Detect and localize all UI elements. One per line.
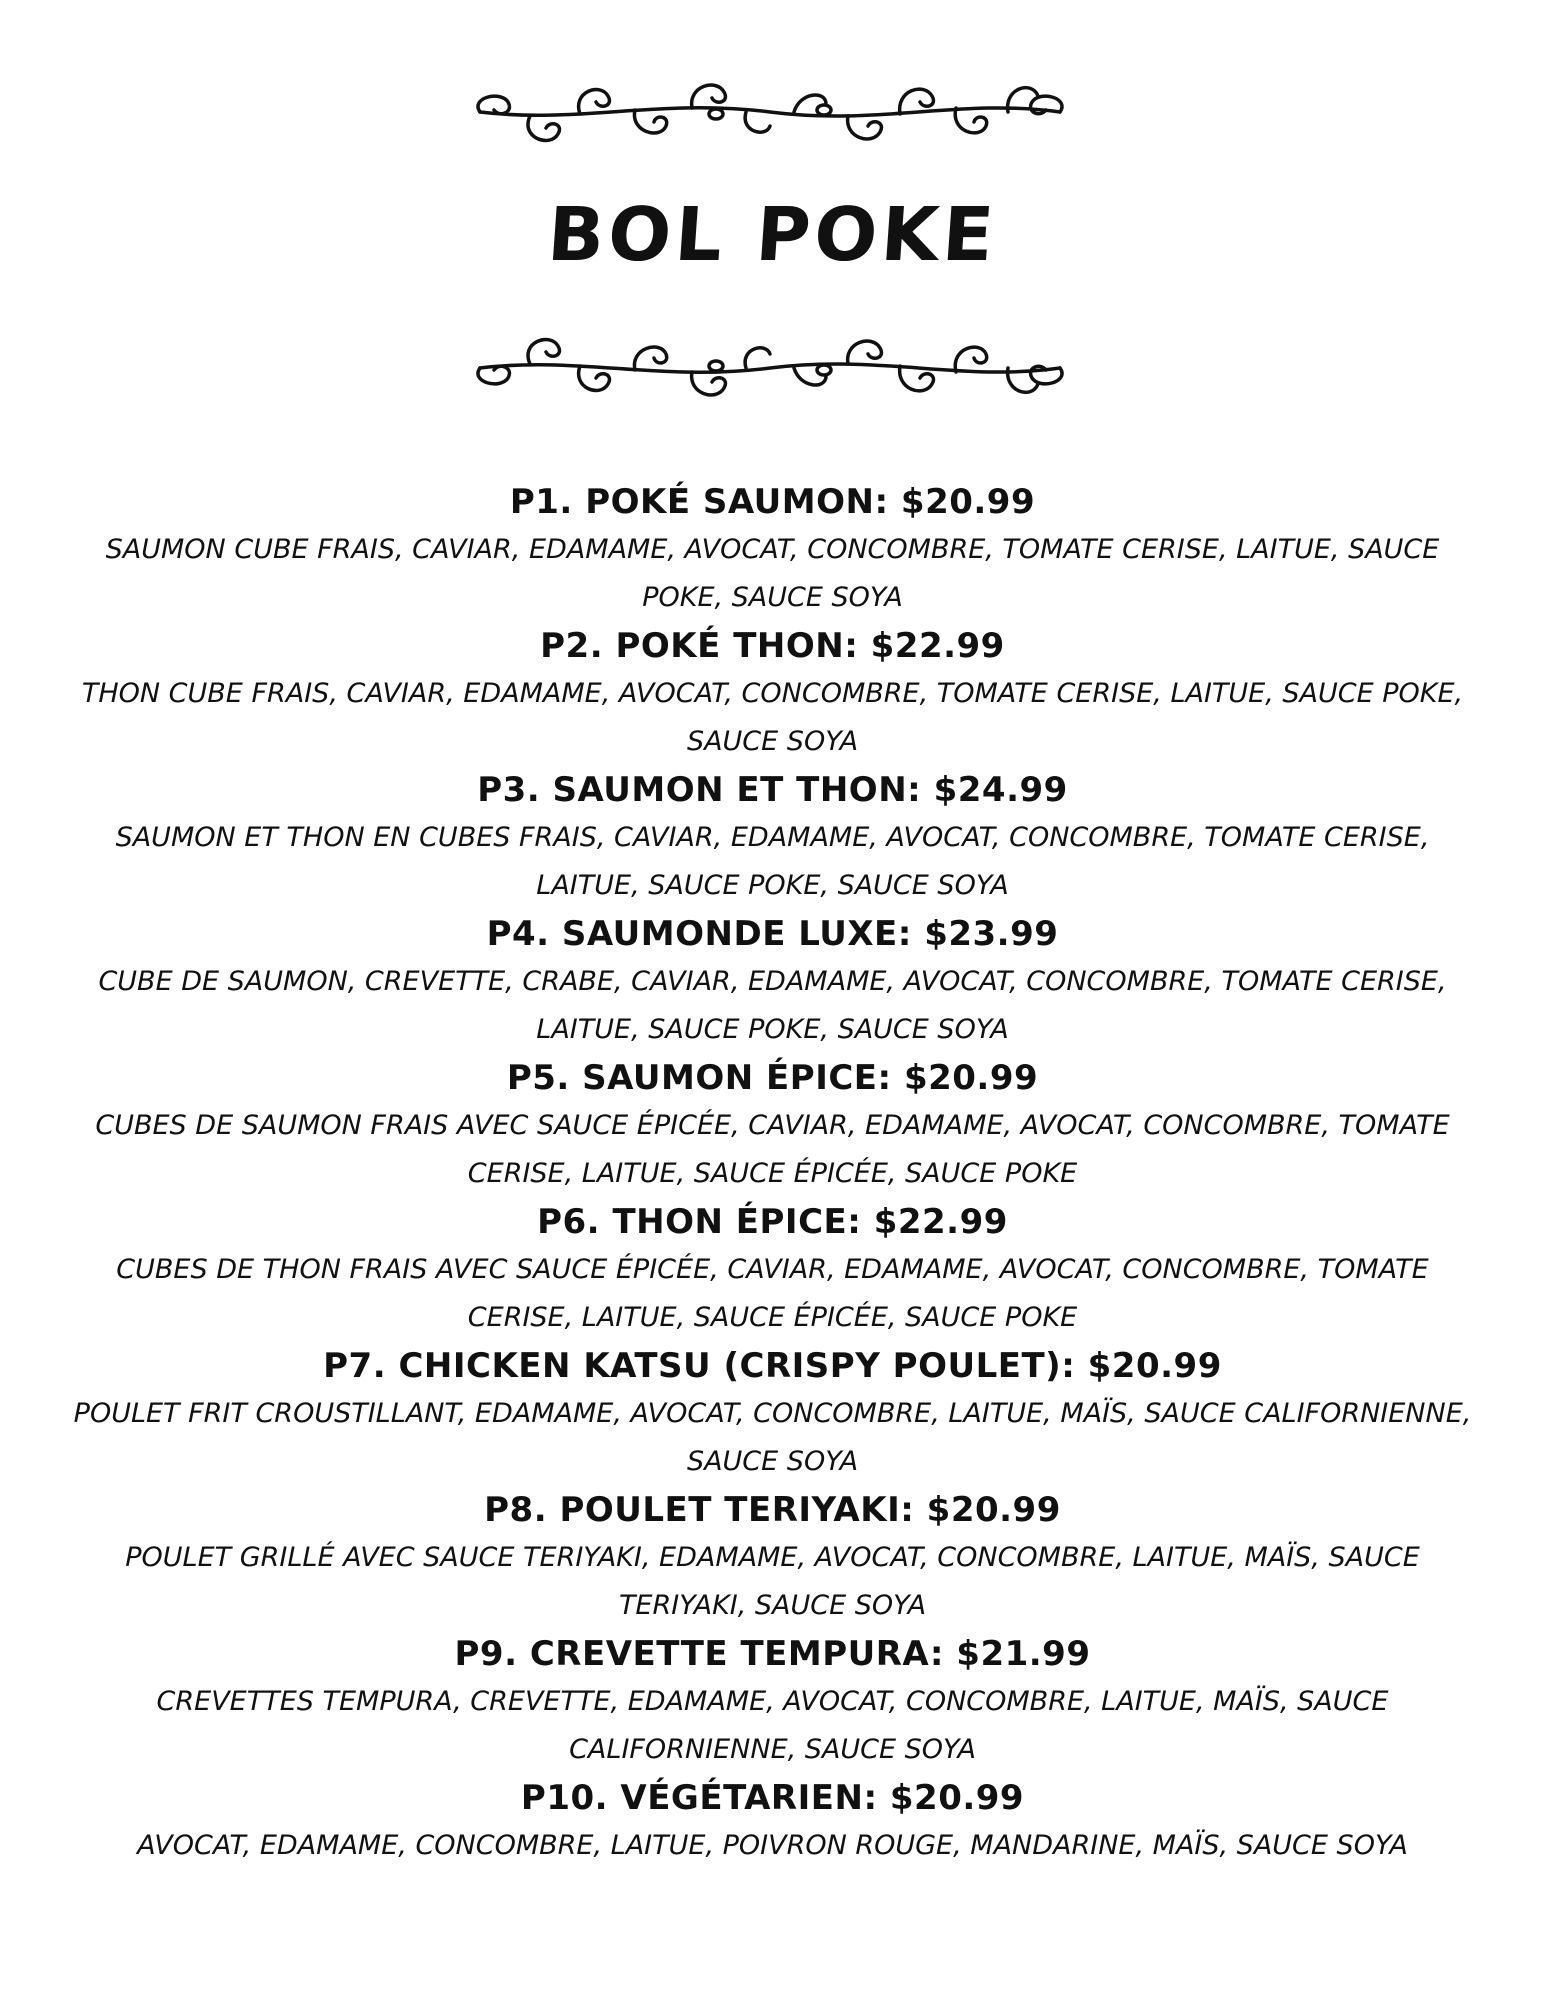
menu-item [30,766,1515,910]
menu-item-description: AVOCAT, EDAMAME, CONCOMBRE, LAITUE, POIVRON ROUGE, MANDARINE, MAÏS, SAUCE SOYA [137,1830,1408,1861]
floral-flourish-icon [460,68,1080,158]
menu-item [30,1342,1515,1486]
page-title: BOL POKE [544,192,1001,278]
menu-item-description: POULET FRIT CROUSTILLANT, EDAMAME, AVOCAT, CONCOMBRE, LAITUE, MAÏS, SAUCE CALIFORNIENNE, SAUCE SOYA [73,1398,1472,1477]
menu-item-description: SAUMON ET THON EN CUBES FRAIS, CAVIAR, EDAMAME, AVOCAT, CONCOMBRE, TOMATE CERISE, LAITUE, SAUCE POKE, SAUCE SOYA [115,822,1430,901]
menu-item-description: CUBES DE THON FRAIS AVEC SAUCE ÉPICÉE, CAVIAR, EDAMAME, AVOCAT, CONCOMBRE, TOMATE CERISE, LAITUE, SAUCE ÉPICÉE, SAUCE POKE [116,1254,1429,1333]
menu-item-description: CUBES DE SAUMON FRAIS AVEC SAUCE ÉPICÉE, CAVIAR, EDAMAME, AVOCAT, CONCOMBRE, TOMATE CERISE, LAITUE, SAUCE ÉPICÉE, SAUCE POKE [95,1110,1450,1189]
menu-item-name: P3. SAUMON ET THON: $24.99 [477,770,1068,810]
menu-item-name: P10. VÉGÉTARIEN: $20.99 [520,1778,1025,1818]
menu-item-description: POULET GRILLÉ AVEC SAUCE TERIYAKI, EDAMAME, AVOCAT, CONCOMBRE, LAITUE, MAÏS, SAUCE TERIYAKI, SAUCE SOYA [125,1542,1420,1621]
menu-item [30,1630,1515,1774]
menu-item-name: P9. CREVETTE TEMPURA: $21.99 [454,1634,1091,1674]
menu-list [30,478,1515,1870]
menu-item [30,622,1515,766]
menu-item-name: P2. POKÉ THON: $22.99 [540,626,1005,666]
menu-item-name: P7. CHICKEN KATSU (CRISPY POULET): $20.99 [323,1346,1222,1386]
floral-flourish-icon [460,322,1080,412]
menu-item-name: P5. SAUMON ÉPICE: $20.99 [506,1058,1039,1098]
menu-item-description: CREVETTES TEMPURA, CREVETTE, EDAMAME, AVOCAT, CONCOMBRE, LAITUE, MAÏS, SAUCE CALIFORNIENNE, SAUCE SOYA [156,1686,1389,1765]
menu-item-description: CUBE DE SAUMON, CREVETTE, CRABE, CAVIAR, EDAMAME, AVOCAT, CONCOMBRE, TOMATE CERISE, LAITUE, SAUCE POKE, SAUCE SOYA [98,966,1447,1045]
menu-item [30,1486,1515,1630]
menu-item-name: P6. THON ÉPICE: $22.99 [537,1202,1008,1242]
menu-item [30,1054,1515,1198]
menu-item-description: SAUMON CUBE FRAIS, CAVIAR, EDAMAME, AVOCAT, CONCOMBRE, TOMATE CERISE, LAITUE, SAUCE POKE, SAUCE SOYA [105,534,1440,613]
menu-item [30,478,1515,622]
menu-item-name: P1. POKÉ SAUMON: $20.99 [509,482,1036,522]
menu-item [30,1774,1515,1870]
menu-item [30,910,1515,1054]
menu-item-name: P4. SAUMONDE LUXE: $23.99 [486,914,1059,954]
menu-item-description: THON CUBE FRAIS, CAVIAR, EDAMAME, AVOCAT, CONCOMBRE, TOMATE CERISE, LAITUE, SAUCE POKE, SAUCE SOYA [81,678,1464,757]
menu-item-name: P8. POULET TERIYAKI: $20.99 [484,1490,1061,1530]
menu-item [30,1198,1515,1342]
